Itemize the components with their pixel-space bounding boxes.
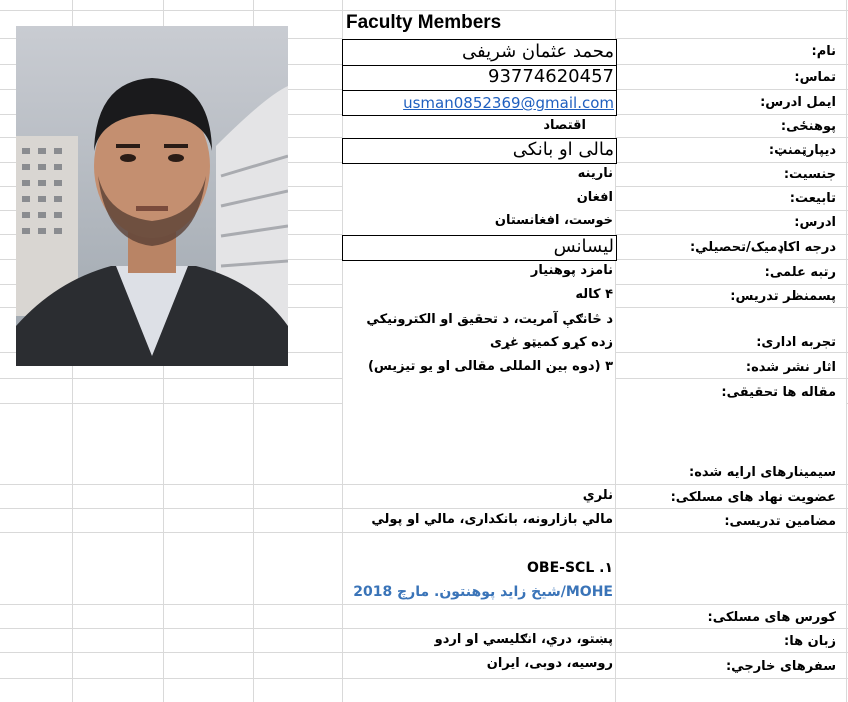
- languages-value: پښتو، دري، انګلیسي او اردو: [434, 632, 613, 647]
- rank-label: رتبه علمی:: [764, 265, 836, 280]
- nationality-value: افغان: [576, 190, 613, 205]
- seminars-label: سیمینارهای ارایه شده:: [689, 465, 836, 480]
- degree-box[interactable]: [342, 235, 617, 261]
- admin-experience-line1: د څانګې آمریت، د تحقیق او الکترونیکي: [366, 312, 613, 327]
- memberships-value: نلري: [582, 488, 613, 503]
- page-title: Faculty Members: [346, 12, 502, 33]
- faculty-value: اقتصاد: [543, 118, 586, 133]
- contact-box[interactable]: [342, 65, 617, 91]
- travels-value: روسیه، دوبی، ایران: [486, 656, 613, 671]
- contact-label: تماس:: [794, 70, 836, 85]
- name-label: نام:: [811, 44, 836, 59]
- gender-value: نارینه: [577, 166, 613, 181]
- email-link[interactable]: usman0852369@gmail.com: [403, 94, 614, 112]
- address-label: ادرس:: [794, 215, 836, 230]
- address-value: خوست، افغانستان: [494, 213, 613, 228]
- email-label: ایمل ادرس:: [760, 95, 836, 110]
- email-box[interactable]: [342, 90, 617, 116]
- nationality-label: تابیعت:: [789, 191, 836, 206]
- degree-value: لیسانس: [553, 236, 614, 257]
- admin-experience-line2: زده کړو کمیټو غړی: [489, 335, 613, 350]
- teaching-experience-value: ۴ کاله: [575, 287, 613, 302]
- subjects-label: مضامین تدریسی:: [724, 514, 836, 529]
- admin-experience-label: تجربه اداری:: [756, 335, 836, 350]
- name-value: محمد عثمان شریفی: [462, 41, 614, 62]
- contact-value: 93774620457: [488, 66, 614, 87]
- department-value: مالی او بانکی: [512, 139, 614, 160]
- name-box[interactable]: [342, 39, 617, 66]
- degree-label: درجه اکاډمیک/تحصیلي:: [689, 240, 836, 255]
- courses-line1: OBE-SCL .۱: [527, 560, 613, 576]
- languages-label: زبان ها:: [784, 634, 836, 649]
- courses-label: کورس های مسلکی:: [707, 610, 836, 625]
- publications-label: اثار نشر شده:: [745, 360, 836, 375]
- rank-value: نامزد پوهنیار: [530, 263, 613, 278]
- memberships-label: عضویت نهاد های مسلکی:: [670, 490, 836, 505]
- travels-label: سفرهای خارجي:: [725, 659, 836, 674]
- subjects-value: مالي بازارونه، بانکداری، مالي او پولي: [371, 512, 613, 527]
- department-label: دیپارټمنټ:: [768, 143, 836, 158]
- profile-photo: [16, 26, 288, 366]
- department-box[interactable]: [342, 138, 617, 164]
- research-articles-label: مقاله ها تحقیقی:: [721, 385, 836, 400]
- faculty-label: پوهنځی:: [780, 119, 836, 134]
- courses-line2: MOHE/شیخ زاید پوهنتون. مارچ 2018: [353, 584, 613, 600]
- gender-label: جنسیت:: [783, 167, 836, 182]
- teaching-experience-label: پسمنظر تدریس:: [730, 289, 836, 304]
- publications-value: ۳ (دوه بین المللی مقالی او یو تیزیس): [367, 359, 613, 374]
